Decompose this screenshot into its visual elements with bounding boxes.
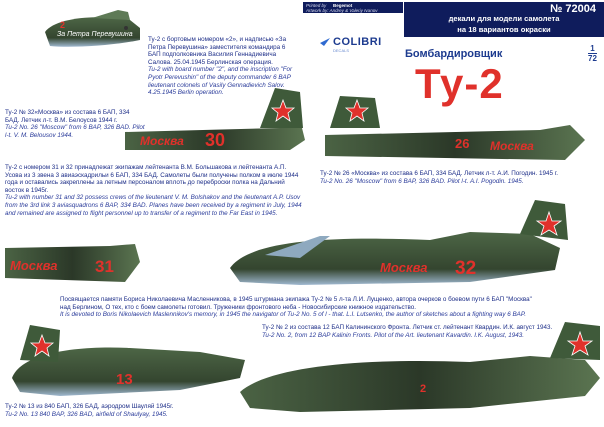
aircraft-2-number: 30 xyxy=(205,130,226,150)
caption-ru: Ту-2 № 2 из состава 12 БАП Калининского Фронта. Летчик ст. лейтенант Квардин. И.К. август 1943. xyxy=(262,324,553,331)
aircraft-2-slogan: Москва xyxy=(140,134,184,148)
printed-by-label: Printed by xyxy=(306,3,327,8)
scale-denominator: 72 xyxy=(588,54,597,63)
brand-name: COLIBRI xyxy=(333,36,382,48)
aircraft-5-number: 32 xyxy=(455,258,477,279)
caption-en: It is devoted to Boris Nikolaevich Maslennikov's memory, in 1945 the navigator of Tu-2 No. 5 of l - that. L.I. Lutsenko, the author of sketches about a fighting way 6 BAP. xyxy=(60,311,527,319)
caption-ru: Ту-2 № 26 «Москва» из состава 6 БАП, 334 БАД. Летчик л-т. А.И. Погодин. 1945 г. xyxy=(320,170,558,177)
brand-subtitle: DECALS xyxy=(333,48,350,53)
caption-ru: Ту-2 № 32«Москва» из состава 6 БАП, 334 БАД. Летчик л-т. В.М. Белоусов 1944 г. xyxy=(5,109,130,124)
aircraft-5-slogan: Москва xyxy=(380,260,428,275)
aircraft-4-slogan: Москва xyxy=(10,258,58,273)
aircraft-4-tail-view xyxy=(5,244,140,282)
title-line-1: декали для модели самолета xyxy=(448,14,560,23)
caption-en: Tu-2 with board number "2", and the inscription "For Pyotr Perevushin" of the deputy commander 6 BAP lieutenant colonels of Vasily Gennadievich Salov. 4.25.1945 Berlin operation. xyxy=(148,66,293,97)
aircraft-6-number: 13 xyxy=(116,371,133,388)
caption-ru: Ту-2 с номером 31 и 32 принадлежат экипажам лейтенанта В.М. Большакова и лейтенанта А.П. Усова из 3 звена 3 авиаэскадрильи 6 БАП, 334 БАД. Самолеты были получены полком в июле 1944 года и оставались закреплены за летным персоналом вплоть до переброски полка на Дальний восток в 1945г. xyxy=(5,164,299,194)
aircraft-2-tail-view xyxy=(125,88,305,150)
aircraft-4-number: 31 xyxy=(95,257,114,276)
caption-en: Tu-2 No. 2, from 12 BAP Kalinin Fronts. Pilot of the Art. lieutenant Kavardin. I.K. August, 1943. xyxy=(262,331,525,339)
catalog-number: № 72004 xyxy=(550,3,596,15)
aircraft-3-tail-view xyxy=(325,96,585,160)
title-line-2: на 18 вариантов окраски xyxy=(457,25,551,34)
aircraft-type: Бомбардировщик xyxy=(405,48,503,60)
aircraft-5-side-view xyxy=(230,200,568,285)
aircraft-6-side-view xyxy=(12,325,245,396)
caption-ru: Ту-2 с бортовым номером «2», и надписью «За Петра Перевушина» заместителя командира 6 БАП подполковника Василия Геннадиевича Салова. 25.04.1945 Берлинская операция. xyxy=(148,36,287,66)
aircraft-1-side-view xyxy=(45,10,140,47)
aircraft-1-number: 2 xyxy=(60,20,66,30)
aircraft-7-number: 2 xyxy=(420,383,427,395)
caption-en: Tu-2 No. 26 "Moscow" from 6 BAP, 326 BAD. Pilot l-t. A.I. Pogodin. 1945. xyxy=(320,177,524,185)
caption-en: Tu-2 No. 13 840 BAP, 326 BAD, airfield of Shaulyay, 1945. xyxy=(5,410,168,418)
aircraft-1-slogan: За Петра Перевушина xyxy=(57,31,133,38)
aircraft-3-number: 26 xyxy=(455,136,470,151)
caption-en: Tu-2 No. 26 "Moscow" from 6 BAP, 326 BAD. Pilot l-t. V. M. Belousov 1944. xyxy=(5,124,145,139)
caption-en: Tu-2 with number 31 and 32 possess crews of the lieutenant V. M. Bolshakov and the lieutenant A.P. Usov from the 3rd link 3 aviasquadrons 6 BAP, 334 BAD. Planes have been received by a regiment in July, 1944 and remained are assigned to flight personnel up to transfer of a regiment to the Far East in 1945. xyxy=(5,194,302,217)
artwork-credit: Artwork by: Andrey & Valeriy Ivanov xyxy=(306,8,378,13)
printer-name: Begemot xyxy=(333,3,353,8)
caption-ru: Посвящается памяти Бориса Николаевича Масленникова, в 1945 штурмана экипажа Ту-2 № 5 л-та Л.И. Лущенко, автора очерков о боевом пути 6 БАП "Москва" над Берлином, О тех, кто с боем самолеты готовил. Труженики фронтового неба - Новосибирские книжное издательство. xyxy=(60,296,532,311)
aircraft-3-slogan: Москва xyxy=(490,139,534,153)
scale-numerator: 1 xyxy=(590,44,595,53)
aircraft-7-side-view xyxy=(240,322,600,412)
caption-ru: Ту-2 № 13 из 840 БАП, 326 БАД, аэродром Шауляй 1945г. xyxy=(5,403,174,410)
aircraft-name: Ту-2 xyxy=(415,60,504,107)
